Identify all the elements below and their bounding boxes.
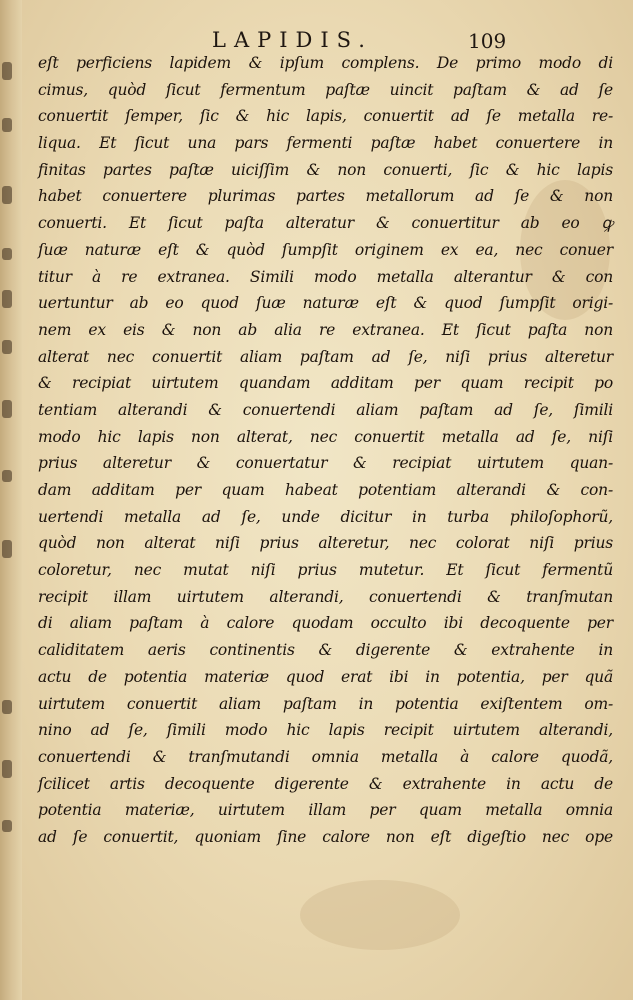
text-line: actu de potentia materiæ quod erat ibi in potentia, per quã [38,667,613,686]
text-line: conuerti. Et ſicut paſta alteratur & conuertitur ab eo ꝙ [38,214,613,233]
gutter-ink-mark [2,248,12,260]
text-line: habet conuertere plurimas partes metallorum ad ſe & non [38,187,613,206]
text-line: alterat nec conuertit aliam paſtam ad ſe, niſi prius alteretur [38,347,613,366]
gutter-ink-mark [2,400,12,418]
text-line: modo hic lapis non alterat, nec conuertit metalla ad ſe, niſi [38,427,613,446]
text-line: caliditatem aeris continentis & digerente & extrahente in [38,641,613,660]
text-line: titur à re extranea. Simili modo metalla alterantur & con [38,267,613,286]
text-line: uertuntur ab eo quod ſuæ naturæ eſt & quod ſumpſit origi- [38,294,613,313]
gutter-ink-mark [2,470,12,482]
text-line: prius alteretur & conuertatur & recipiat uirtutem quan- [38,454,613,473]
gutter-ink-mark [2,820,12,832]
text-line: cimus, quòd ſicut fermentum paſtæ uincit paſtam & ad ſe [38,80,613,99]
page-number: 109 [468,29,507,53]
text-line: tentiam alterandi & conuertendi aliam paſtam ad ſe, ſimili [38,400,613,419]
text-line: di aliam paſtam à calore quodam occulto ibi decoquente per [38,614,613,633]
text-line: ſuæ naturæ eſt & quòd ſumpſit originem ex ea, nec conuer [38,240,613,259]
gutter-ink-mark [2,290,12,308]
text-line: conuertit ſemper, ſic & hic lapis, conuertit ad ſe metalla re- [38,107,613,126]
text-line: liqua. Et ſicut una pars fermenti paſtæ habet conuertere in [38,134,613,153]
text-line: eſt perficiens lapidem & ipſum complens. De primo modo di [38,54,613,72]
running-title: LAPIDIS. [212,28,373,52]
text-line: potentia materiæ, uirtutem illam per quam metalla omnia [38,801,613,820]
gutter-ink-mark [2,118,12,132]
text-line: uertendi metalla ad ſe, unde dicitur in turba philoſophorũ, [38,507,613,526]
gutter-ink-mark [2,760,12,778]
gutter-ink-mark [2,62,12,80]
body-text [38,50,613,851]
gutter-ink-mark [2,700,12,714]
text-line: dam additam per quam habeat potentiam alterandi & con- [38,481,613,499]
binding-gutter [0,0,22,1000]
text-line: recipit illam uirtutem alterandi, conuertendi & tranſmutan [38,587,613,606]
text-line: nem ex eis & non ab alia re extranea. Et ſicut paſta non [38,320,613,339]
text-line: finitas partes paſtæ uiciſſim & non conuerti, ſic & hic lapis [38,160,613,179]
gutter-ink-mark [2,540,12,558]
paper-stain [300,880,460,950]
text-line: ſcilicet artis decoquente digerente & extrahente in actu de [38,774,613,793]
text-line: coloretur, nec mutat niſi prius mutetur. Et ſicut fermentũ [38,561,613,580]
text-line: nino ad ſe, ſimili modo hic lapis recipit uirtutem alterandi, [38,721,613,740]
text-line: ad ſe conuertit, quoniam ſine calore non eſt digeſtio nec ope [38,827,613,846]
text-line: & recipiat uirtutem quandam additam per quam recipit po [38,374,613,393]
gutter-ink-mark [2,186,12,204]
gutter-ink-mark [2,340,12,354]
text-line: quòd non alterat niſi prius alteretur, nec colorat niſi prius [38,534,613,553]
text-line: uirtutem conuertit aliam paſtam in potentia exiſtentem om- [38,694,613,713]
text-line: conuertendi & tranſmutandi omnia metalla à calore quodã, [38,747,613,766]
